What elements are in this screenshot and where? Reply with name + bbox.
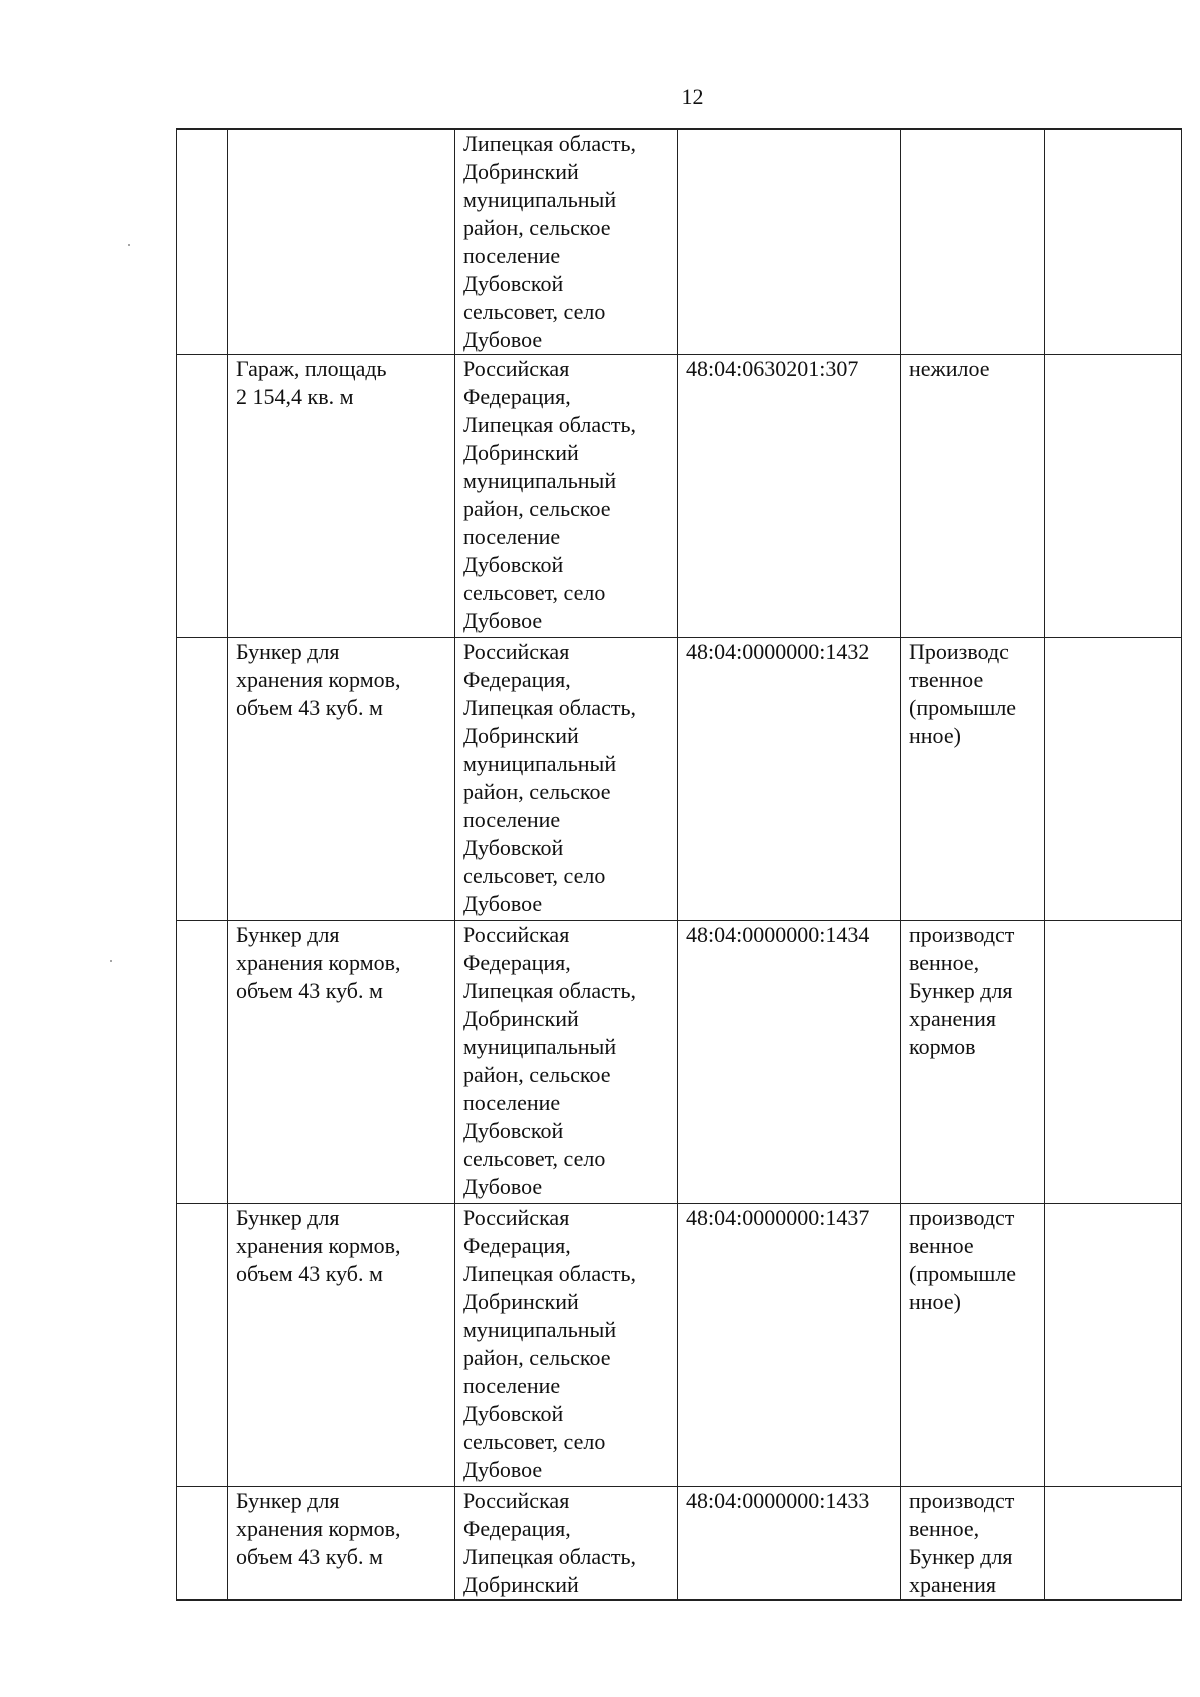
address-cell: Липецкая область, Добринский муниципальный район, сельское поселение Дубовской сельсовет, село Дубовое xyxy=(455,129,678,355)
purpose-cell: Производс твенное (промышле нное) xyxy=(901,638,1045,921)
object-name-cell xyxy=(228,129,455,355)
table-row xyxy=(177,638,1182,921)
purpose-cell: производст венное (промышле нное) xyxy=(901,1204,1045,1487)
object-name-cell: Бункер для хранения кормов, объем 43 куб. м xyxy=(228,921,455,1204)
extra-cell xyxy=(1045,921,1182,1204)
cadastral-number-cell: 48:04:0000000:1432 xyxy=(678,638,901,921)
purpose-cell: нежилое xyxy=(901,355,1045,638)
extra-cell xyxy=(1045,129,1182,355)
purpose-cell: производст венное, Бункер для хранения кормов xyxy=(901,921,1045,1204)
row-number-cell xyxy=(177,638,228,921)
extra-cell xyxy=(1045,1204,1182,1487)
object-name-cell: Бункер для хранения кормов, объем 43 куб. м xyxy=(228,1204,455,1487)
row-number-cell xyxy=(177,1487,228,1601)
table-row xyxy=(177,129,1182,355)
address-cell: Российская Федерация, Липецкая область, Добринский муниципальный район, сельское поселение Дубовской сельсовет, село Дубовое xyxy=(455,921,678,1204)
table-row xyxy=(177,1487,1182,1601)
object-name-cell: Бункер для хранения кормов, объем 43 куб. м xyxy=(228,1487,455,1601)
purpose-cell: производст венное, Бункер для хранения xyxy=(901,1487,1045,1601)
extra-cell xyxy=(1045,355,1182,638)
row-number-cell xyxy=(177,129,228,355)
address-cell: Российская Федерация, Липецкая область, Добринский муниципальный район, сельское поселение Дубовской сельсовет, село Дубовое xyxy=(455,1204,678,1487)
table-row xyxy=(177,1204,1182,1487)
object-name-cell: Гараж, площадь 2 154,4 кв. м xyxy=(228,355,455,638)
cadastral-number-cell: 48:04:0630201:307 xyxy=(678,355,901,638)
row-number-cell xyxy=(177,355,228,638)
object-name-cell: Бункер для хранения кормов, объем 43 куб. м xyxy=(228,638,455,921)
cadastral-number-cell: 48:04:0000000:1437 xyxy=(678,1204,901,1487)
address-cell: Российская Федерация, Липецкая область, Добринский муниципальный район, сельское поселение Дубовской сельсовет, село Дубовое xyxy=(455,355,678,638)
cadastral-number-cell: 48:04:0000000:1434 xyxy=(678,921,901,1204)
table-row xyxy=(177,921,1182,1204)
scan-speck xyxy=(110,960,112,962)
page-number: 12 xyxy=(681,84,704,109)
cadastral-number-cell: 48:04:0000000:1433 xyxy=(678,1487,901,1601)
row-number-cell xyxy=(177,1204,228,1487)
cadastral-number-cell xyxy=(678,129,901,355)
address-cell: Российская Федерация, Липецкая область, Добринский муниципальный район, сельское поселение Дубовской сельсовет, село Дубовое xyxy=(455,638,678,921)
address-cell: Российская Федерация, Липецкая область, Добринский xyxy=(455,1487,678,1601)
property-registry-table xyxy=(176,128,1182,1601)
table-row xyxy=(177,355,1182,638)
purpose-cell xyxy=(901,129,1045,355)
extra-cell xyxy=(1045,638,1182,921)
row-number-cell xyxy=(177,921,228,1204)
extra-cell xyxy=(1045,1487,1182,1601)
scan-speck xyxy=(128,244,130,246)
